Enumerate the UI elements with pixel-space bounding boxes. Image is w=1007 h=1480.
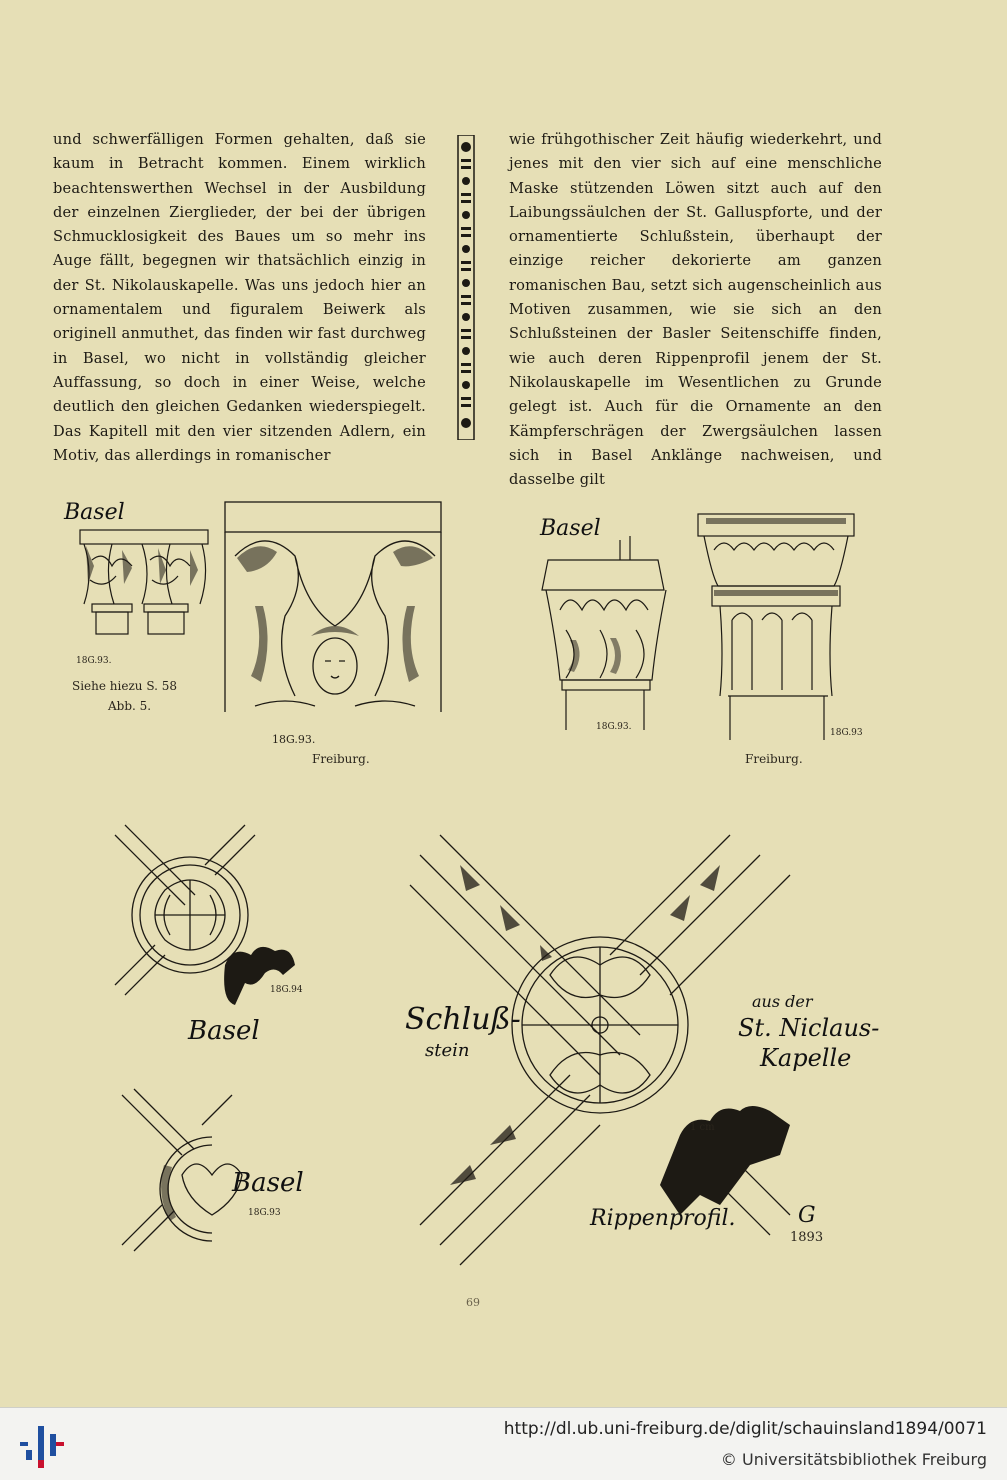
text-column-right (509, 128, 882, 492)
paragraph-right: wie frühgothischer Zeit häufig wiederkehrt, und jenes mit den vier sich auf eine menschliche Maske stützenden Löwen sitzt auch auf den Laibungssäulchen der St. Galluspforte, und der ornamentierte Schlußstein, überhaupt der einzige reicher dekorierte am ganzen romanischen Bau, setzt sich augenscheinlich aus Motiven zusammen, wie sie sich an den Schlußsteinen der Basler Seitenschiffe finden, wie auch deren Rippenprofil jenem der St. Nikolauskapelle im Wesentlichen zu Grunde gelegt ist. Auch für die Ornamente an den Kämpferschrägen der Zwergsäulchen lassen sich in Basel Anklänge nachweisen, und dasselbe gilt (509, 131, 882, 489)
library-footer (0, 1407, 1007, 1480)
basel-capital-label: Basel (64, 500, 125, 525)
text-column-left (53, 128, 426, 468)
basel-boss-1-signature: 18G.94 (270, 985, 303, 995)
page-number: 69 (466, 1296, 480, 1309)
keystone-label-2: stein (425, 1040, 470, 1061)
basel-boss-2-label: Basel (232, 1168, 304, 1198)
basel-capital-note-1: Siehe hiezu S. 58 (72, 679, 178, 693)
keystone-place-2: Kapelle (760, 1044, 852, 1072)
keystone-cm-scale: 1 cm (690, 1122, 715, 1133)
basel-capital-2-drawing (540, 530, 670, 730)
freiburg-column-capital-drawing (692, 510, 862, 742)
basel-boss-2-signature: 18G.93 (248, 1208, 281, 1218)
ornamental-divider (455, 135, 477, 440)
basel-capital-note-2: Abb. 5. (108, 699, 152, 713)
keystone-label-1: Schluß- (405, 1002, 521, 1037)
ub-freiburg-logo-icon (20, 1420, 64, 1468)
basel-capital-2-signature: 18G.93. (596, 722, 632, 732)
keystone-signature-1: G (798, 1203, 816, 1228)
lion-capital-signature: 18G.93. (272, 733, 316, 746)
keystone-place-1: St. Niclaus- (738, 1014, 880, 1042)
lion-capital-caption: Freiburg. (312, 752, 370, 766)
lion-capital-drawing (215, 496, 455, 736)
keystone-rib-profile: Rippenprofil. (590, 1206, 736, 1231)
basel-capital-2-label: Basel (540, 516, 601, 541)
basel-boss-1-label: Basel (188, 1016, 260, 1046)
paragraph-left: und schwerfälligen Formen gehalten, daß sie kaum in Betracht kommen. Einem wirklich beachtenswerthen Wechsel in der Ausbildung der einzelnen Zierglieder, der bei der übrigen Schmucklosigkeit des Baues um so mehr ins Auge fällt, begegnen wir thatsächlich einzig in der St. Nikolauskapelle. Was uns jedoch hier an ornamentalem und figuralem Beiwerk als originell anmuthet, das finden wir fast durchweg in Basel, wo nicht in vollständig gleicher Auffassung, so doch in einer Weise, welche deutlich den gleichen Gedanken wiederspiegelt. Das Kapitell mit den vier sitzenden Adlern, ein Motiv, das allerdings in romanischer (53, 131, 426, 464)
document-url-link[interactable]: http://dl.ub.uni-freiburg.de/diglit/schauinsland1894/0071 (503, 1419, 987, 1439)
keystone-signature-2: 1893 (790, 1230, 824, 1245)
copyright-notice: © Universitätsbibliothek Freiburg (720, 1450, 987, 1469)
basel-capital-signature: 18G.93. (76, 656, 112, 666)
keystone-from: aus der (752, 992, 813, 1011)
freiburg-column-caption: Freiburg. (745, 752, 803, 766)
freiburg-column-signature: 18G.93 (830, 728, 863, 738)
